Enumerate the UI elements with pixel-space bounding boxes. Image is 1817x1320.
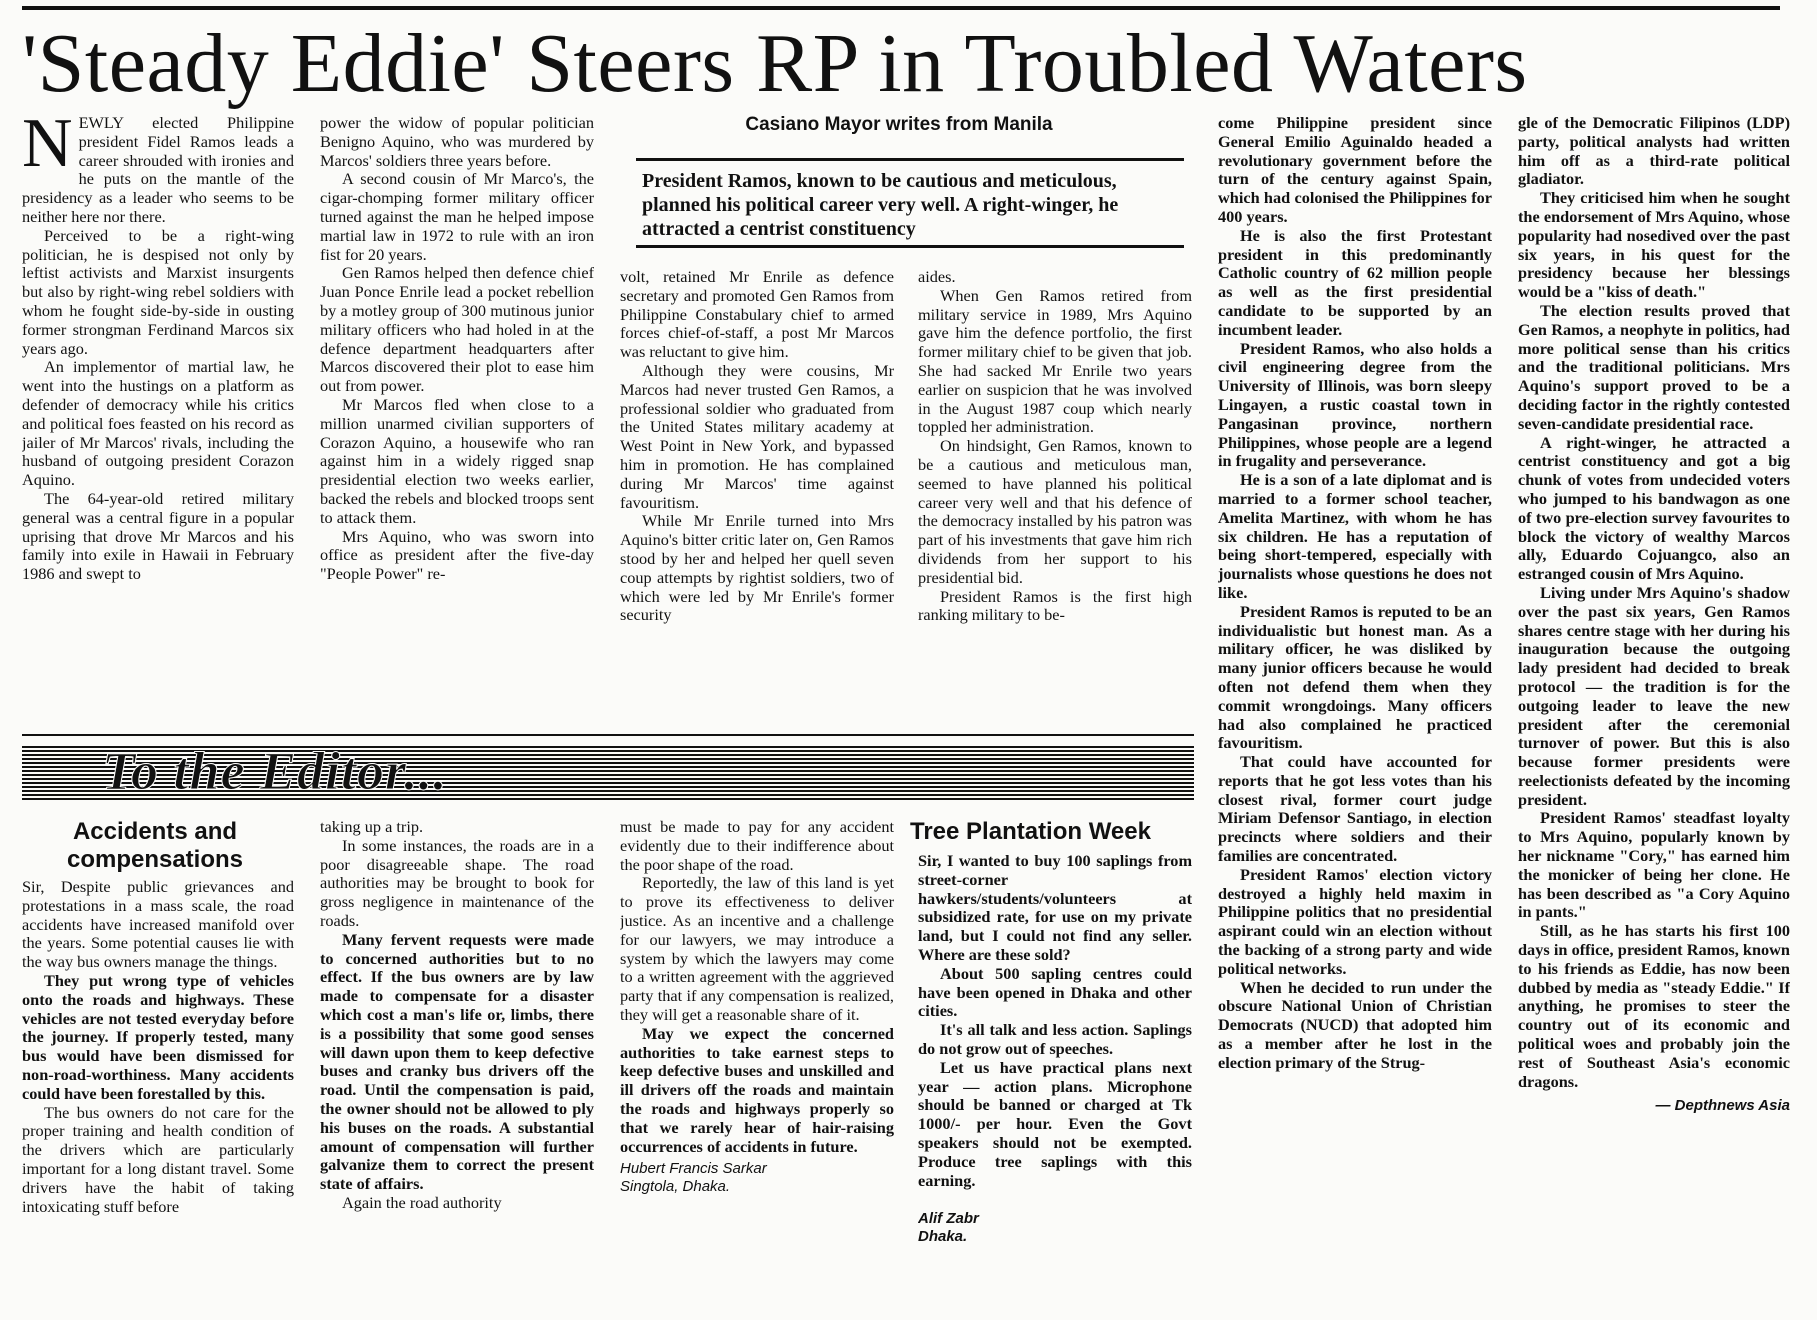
byline: Casiano Mayor writes from Manila: [745, 114, 1053, 135]
paragraph: President Ramos is reputed to be an individualistic but honest man. As a military officer, he was disliked by many junior officers because he would often not defend them when they commit wrongdoings. Many officers had also complained he practiced favouritism.: [1218, 601, 1492, 753]
paragraph: Although they were cousins, Mr Marcos had never trusted Gen Ramos, a professional soldier who graduated from the United States military academy at West Point in New York, and bypassed him in promotion. He has complained during Mr Marcos' time against favouritism.: [620, 360, 894, 512]
paragraph: Sir, I wanted to buy 100 saplings from street-corner hawkers/students/volunteers at subsidized rate, for use on my private land, but I could not find any seller. Where are these sold?: [918, 852, 1192, 964]
paragraph: Again the road authority: [342, 1192, 502, 1212]
pull-quote-box: [636, 158, 1184, 248]
pull-quote: President Ramos, known to be cautious and meticulous, planned his political career very well. A right-winger, he attracted a centrist constituency: [642, 170, 1119, 240]
paragraph: Reportedly, the law of this land is yet to prove its effectiveness to deliver justice. As an incentive and a challenge for our lawyers, we may introduce a system by which the lawyers may come to a written agreement with the aggrieved party that if any compensation is realized, they will get a reasonable share of it.: [620, 873, 894, 1024]
paragraph: aides.: [918, 268, 956, 286]
paragraph: must be made to pay for any accident evidently due to their indifference about the poor shape of the road.: [620, 818, 894, 874]
paragraph: Sir, Despite public grievances and protestations in a mass scale, the road accidents have increased manifold over the years. Some potential causes lie with the way bus owners manage the things.: [22, 878, 294, 972]
paragraph: That could have accounted for reports that he got less votes than his closest rival, former court judge Miriam Defensor Santiago, in election precincts where soldiers and their families are concentrated.: [1218, 752, 1492, 866]
drop-cap: N: [22, 114, 73, 182]
paragraph: A second cousin of Mr Marco's, the cigar-chomping former military officer turned against the man he helped impose martial law in 1972 to rule with an iron fist for 20 years.: [320, 169, 594, 264]
article-column-2: [320, 114, 594, 722]
paragraph: Still, as he has starts his first 100 days in office, president Ramos, known to his friends as Eddie, has now been dubbed by media as "steady Eddie." If anything, he promises to steer the country out of its economic and political woes and probably join the rest of Southeast Asia's economic dragons.: [1518, 921, 1790, 1091]
paragraph: come Philippine president since General Emilio Aguinaldo headed a revolutionary government before the turn of the century against Spain, which had colonised the Philippines for 400 years.: [1218, 114, 1492, 226]
paragraph: He is also the first Protestant president in this predominantly Catholic country of 62 million people as well as the first presidential candidate to be supported by an incumbent leader.: [1218, 225, 1492, 339]
credit-line: — Depthnews Asia: [1655, 1097, 1790, 1115]
paragraph: When Gen Ramos retired from military service in 1989, Mrs Aquino gave him the defence portfolio, the first former military chief to be given that job. She had sacked Mr Enrile two years earlier on suspicion that he was involved in the August 1987 coup which nearly toppled her administration.: [918, 285, 1192, 437]
article-column-6: [1518, 114, 1790, 1314]
paragraph: The 64-year-old retired military general was a central figure in a popular uprising that drove Mr Marcos and his family into exile in Hawaii in February 1986 and swept to: [22, 488, 294, 584]
paragraph: When he decided to run under the obscure National Union of Christian Democrats (NUCD) that adopted him as a member after he lost in the election primary of the Strug-: [1218, 977, 1492, 1072]
paragraph: power the widow of popular politician Benigno Aquino, who was murdered by Marcos' soldiers three years before.: [320, 114, 594, 170]
paragraph: President Ramos, who also holds a civil engineering degree from the University of Illinois, was born sleepy Lingayen, a rustic coastal town in Pangasinan province, northern Philippines, whose people are a legend in frugality and perseverance.: [1218, 338, 1492, 471]
letter1-column-3: [620, 818, 894, 1314]
top-rule: [22, 6, 1780, 10]
paragraph: EWLY elected Philippine president Fidel Ramos leads a career shrouded with ironies and he puts on the mantle of the presidency as a leader who seems to be neither here nor there.: [22, 114, 294, 226]
signature-name: Hubert Francis Sarkar: [620, 1160, 767, 1178]
paragraph: Gen Ramos helped then defence chief Juan Ponce Enrile lead a pocket rebellion by a motley group of 300 mutinous junior military officers who had holed in at the defence department headquarters after Marcos discovered their plot to ease him out from power.: [320, 263, 594, 396]
paragraph: The election results proved that Gen Ramos, a neophyte in politics, had more political sense than his critics and the traditional politicians. Mrs Aquino's support proved to be a deciding factor in the rightly contested seven-candidate presidential race.: [1518, 300, 1790, 433]
paragraph: May we expect the concerned authorities to take earnest steps to keep defective buses and unskilled and ill drivers off the roads and maintain the roads and highways properly so that we rarely hear of hair-raising occurrences of accidents in future.: [620, 1023, 894, 1156]
paragraph: gle of the Democratic Filipinos (LDP) party, political analysts had written him off as a third-rate political gladiator.: [1518, 114, 1790, 189]
paragraph: An implementor of martial law, he went into the hustings on a platform as defender of democracy while his critics and political foes feasted on his record as jailer of Mr Marcos' rivals, including the husband of outgoing president Corazon Aquino.: [22, 357, 294, 490]
paragraph: President Ramos' election victory destroyed a highly held maxim in Philippine politics that no presidential aspirant could win an election without the backing of a strong party and wide political networks.: [1218, 864, 1492, 978]
paragraph: The bus owners do not care for the proper training and health condition of the drivers which are particularly important for a long distant travel. Some drivers have the habit of taking intoxicating stuff before: [22, 1102, 294, 1216]
letter-title-accidents: Accidents and compensations: [66, 818, 244, 873]
paragraph: Many fervent requests were made to concerned authorities but to no effect. If the bus owners are by law made to compensate for a disaster which cost a man's life or, limbs, there is a possibility that some good senses will dawn upon them to keep defective buses and cranky bus drivers off the road. Until the compensation is paid, the owner should not be allowed to ply his buses on the roads. A substantial amount of compensation will further galvanize them to correct the present state of affairs.: [320, 929, 594, 1194]
paragraph: President Ramos is the first high ranking military to be-: [918, 586, 1192, 625]
letter1-column-2: [320, 818, 594, 1314]
paragraph: Mrs Aquino, who was sworn into office as president after the five-day "People Power" re-: [320, 526, 594, 584]
paragraph: They put wrong type of vehicles onto the roads and highways. These vehicles are not tested everyday before the journey. If properly tested, many bus would have been dismissed for non-road-worthiness. Many accidents could have been forestalled by this.: [22, 970, 294, 1103]
signature-place: Singtola, Dhaka.: [620, 1178, 731, 1196]
paragraph: A right-winger, he attracted a centrist constituency and got a big chunk of votes from undecided voters who jumped to his bandwagon as one of two pre-election survey favourites to block the victory of wealthy Marcos ally, Eduardo Cojuangco, also an estranged cousin of Mrs Aquino.: [1518, 432, 1790, 584]
section-divider: [22, 734, 1194, 736]
paragraph: volt, retained Mr Enrile as defence secretary and promoted Gen Ramos from Philippine Constabulary chief to armed forces chief-of-staff, a post Mr Marcos was reluctant to give him.: [620, 268, 894, 362]
article-column-1: [22, 114, 294, 722]
paragraph: Let us have practical plans next year — action plans. Microphone should be banned or charged at Tk 1000/- per hour. Even the Govt speakers should not be exempted. Produce tree saplings with this earning.: [918, 1057, 1192, 1190]
signature-place: Dhaka.: [918, 1228, 968, 1246]
paragraph: Perceived to be a right-wing politician, he is despised not only by leftist activists and Marxist insurgents but also by right-wing rebel soldiers with whom he fought side-by-side in ousting former strongman Ferdinand Marcos six years ago.: [22, 225, 294, 358]
paragraph: taking up a trip.: [320, 818, 424, 836]
paragraph: He is a son of a late diplomat and is married to a former school teacher, Amelita Martinez, with whom he has six children. He has a reputation of being short-tempered, especially with journalists whose questions he does not like.: [1218, 470, 1492, 602]
paragraph: It's all talk and less action. Saplings do not grow out of speeches.: [918, 1020, 1192, 1058]
paragraph: They criticised him when he sought the endorsement of Mrs Aquino, whose popularity had nosedived over the past six years, in his quest for the presidency because her blessings would be a "kiss of death.": [1518, 188, 1790, 302]
paragraph: While Mr Enrile turned into Mrs Aquino's bitter critic later on, Gen Ramos stood by her and helped her quell seven coup attempts by rightist soldiers, two of which were led by Mr Enrile's former security: [620, 511, 894, 625]
article-column-3: [620, 268, 894, 722]
letter2-column: [918, 852, 1192, 1314]
article-column-4: [918, 268, 1192, 722]
article-column-5: [1218, 114, 1492, 1314]
headline: 'Steady Eddie' Steers RP in Troubled Waters: [22, 17, 1528, 110]
paragraph: Mr Marcos fled when close to a million unarmed civilian supporters of Corazon Aquino, a housewife who ran against him in a widely rigged snap presidential election two weeks earlier, backed the rebels and blocked troops sent to attack them.: [320, 394, 594, 527]
banner-title: To the Editor...: [102, 741, 448, 801]
to-the-editor-banner: [22, 741, 1194, 801]
paragraph: President Ramos' steadfast loyalty to Mrs Aquino, popularly known by her nickname "Cory," has earned him the monicker of being her clone. He has been described as "a Cory Aquino in pants.": [1518, 808, 1790, 922]
signature-name: Alif Zabr: [918, 1210, 979, 1228]
paragraph: About 500 sapling centres could have been opened in Dhaka and other cities.: [918, 963, 1192, 1021]
paragraph: On hindsight, Gen Ramos, known to be a cautious and meticulous man, seemed to have planned his political career very well and that his defence of the democracy installed by his patron was part of his investments that gave him rich dividends from her support to his presidential bid.: [918, 436, 1192, 587]
paragraph: Living under Mrs Aquino's shadow over the past six years, Gen Ramos shares centre stage with her during his inauguration because the outgoing lady president had decided to break protocol — the tradition is for the outgoing leader to leave the new president after the ceremonial turnover of power. But this is also because former presidents were reelectionists defeated by the incoming president.: [1518, 582, 1790, 809]
paragraph: In some instances, the roads are in a poor disagreeable shape. The road authorities may be brought to book for gross negligence in maintenance of the roads.: [320, 835, 594, 930]
letter1-column-1: [22, 878, 294, 1314]
letter-title-tree-plantation: Tree Plantation Week: [910, 818, 1151, 845]
